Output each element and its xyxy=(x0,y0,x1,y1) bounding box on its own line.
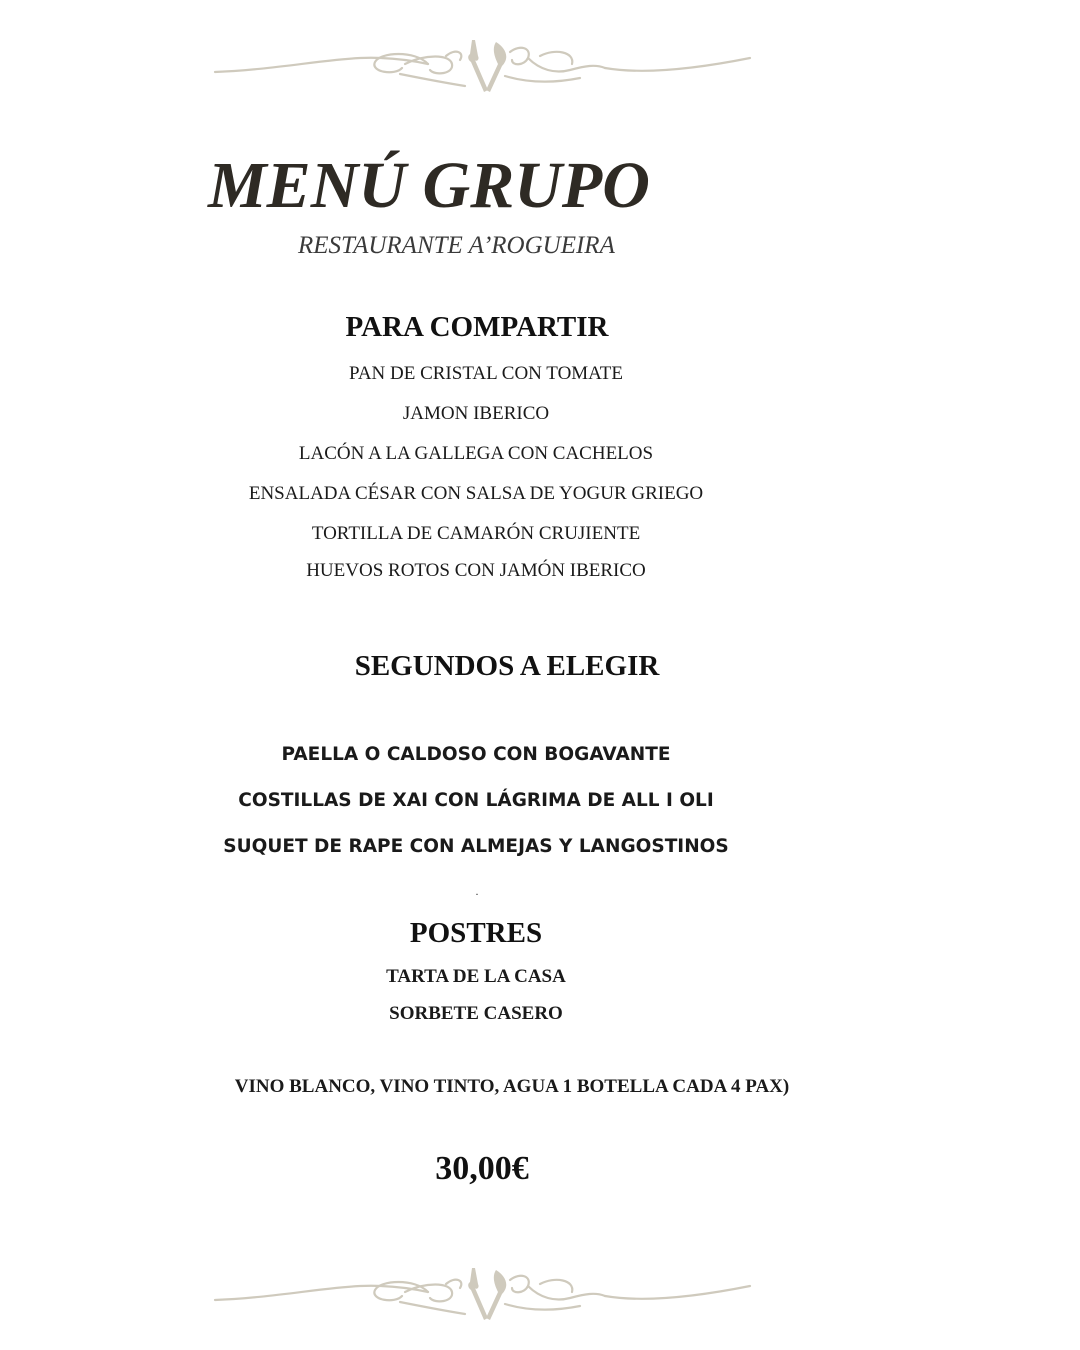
drinks-included: VINO BLANCO, VINO TINTO, AGUA 1 BOTELLA CADA 4 PAX) xyxy=(234,1076,790,1097)
menu-item: TARTA DE LA CASA xyxy=(386,966,566,987)
menu-item: TORTILLA DE CAMARÓN CRUJIENTE xyxy=(311,523,641,544)
restaurant-name: RESTAURANTE A’ROGUEIRA xyxy=(298,232,615,259)
menu-price: 30,00€ xyxy=(435,1150,529,1187)
menu-item: PAELLA O CALDOSO CON BOGAVANTE xyxy=(281,744,671,765)
menu-item: LACÓN A LA GALLEGA CON CACHELOS xyxy=(298,443,654,464)
menu-item: ENSALADA CÉSAR CON SALSA DE YOGUR GRIEGO xyxy=(248,483,704,504)
menu-item: JAMON IBERICO xyxy=(402,403,550,424)
cutlery-flourish-icon xyxy=(210,1258,755,1328)
cutlery-flourish-icon xyxy=(210,30,755,100)
menu-item: SORBETE CASERO xyxy=(389,1003,563,1024)
section-heading-postres: POSTRES xyxy=(409,917,543,949)
section-heading-segundos: SEGUNDOS A ELEGIR xyxy=(354,650,660,682)
separator-dot: . xyxy=(475,884,479,898)
menu-item: HUEVOS ROTOS CON JAMÓN IBERICO xyxy=(306,560,646,581)
menu-item: SUQUET DE RAPE CON ALMEJAS Y LANGOSTINOS xyxy=(223,836,729,857)
menu-item: PAN DE CRISTAL CON TOMATE xyxy=(348,363,624,384)
section-heading-para-compartir: PARA COMPARTIR xyxy=(345,311,609,343)
menu-title: MENÚ GRUPO xyxy=(208,149,650,222)
menu-item: COSTILLAS DE XAI CON LÁGRIMA DE ALL I OLI xyxy=(238,790,714,811)
